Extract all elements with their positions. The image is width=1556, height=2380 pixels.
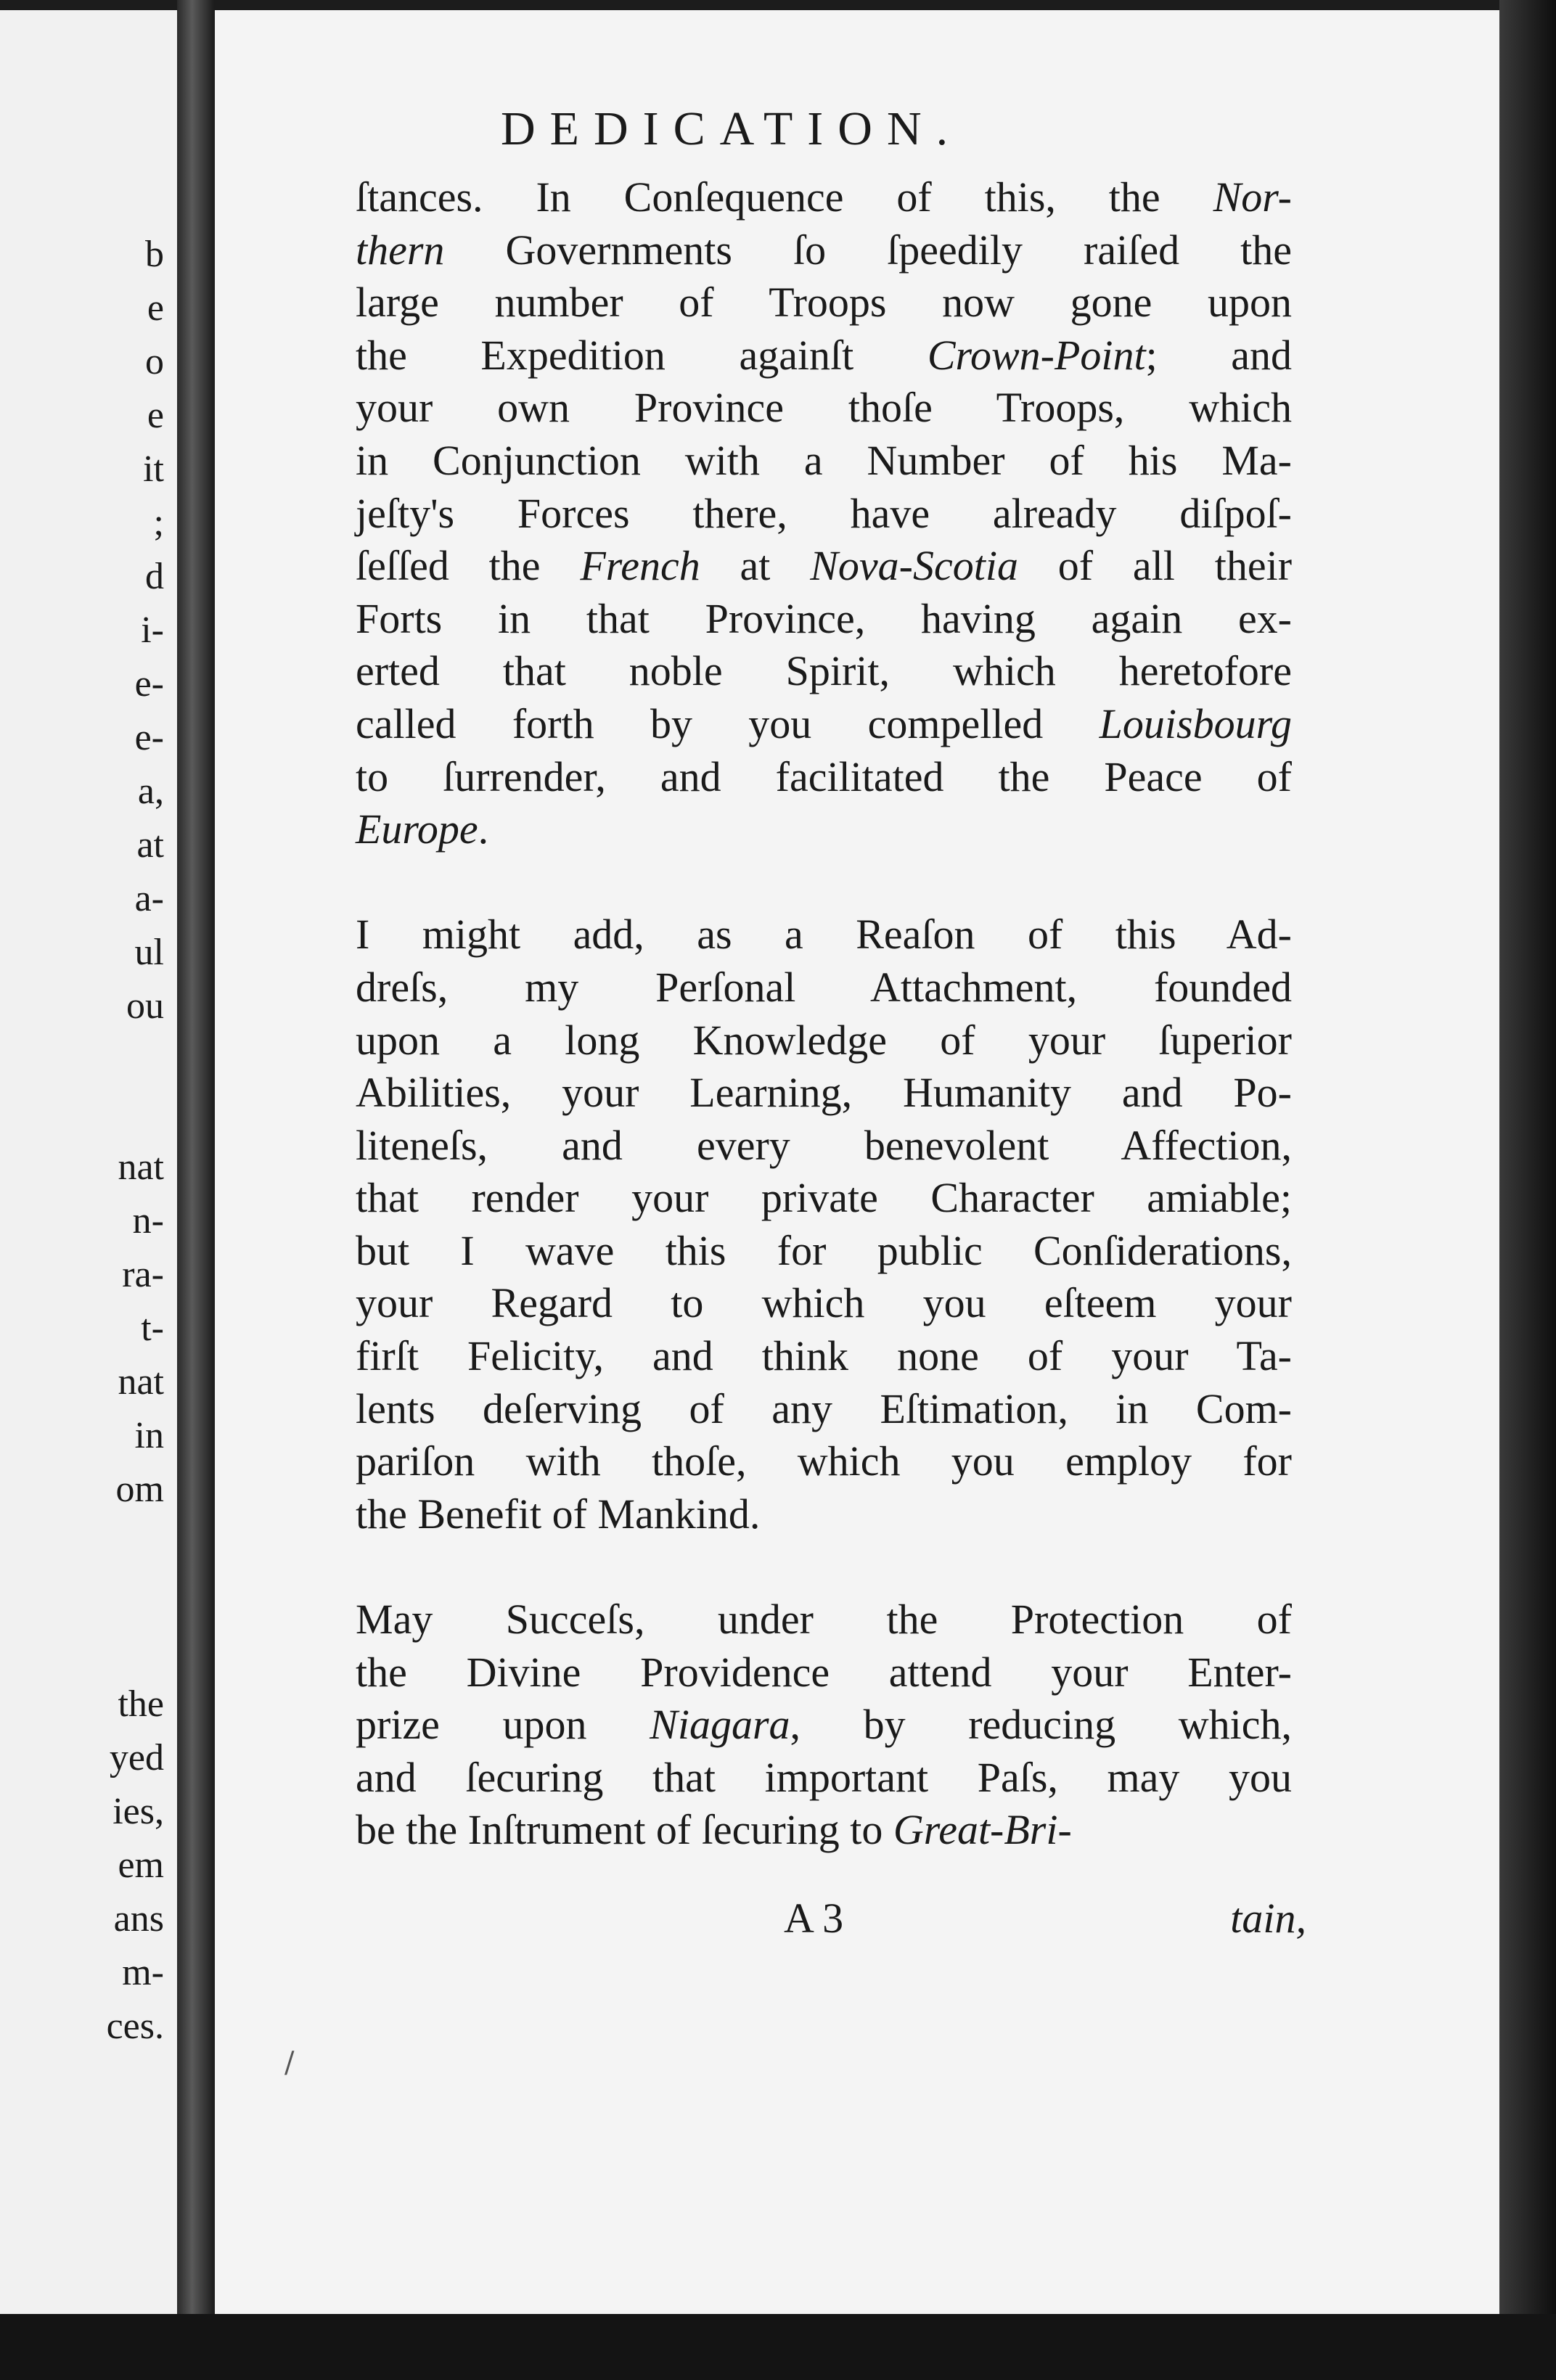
text-line: dreſs, my Perſonal Attachment, founded xyxy=(356,963,1292,1011)
left-fragment: b xyxy=(145,234,164,275)
text-line: in Conjunction with a Number of his Ma- xyxy=(356,436,1292,484)
text-line: firſt Felicity, and think none of your Ta- xyxy=(356,1332,1292,1380)
left-fragment xyxy=(0,1087,164,1141)
text-line: but I wave this for public Conſiderations, xyxy=(356,1226,1292,1274)
text-line: your Regard to which you eſteem your xyxy=(356,1279,1292,1327)
catchword: tain, xyxy=(1230,1895,1306,1942)
left-fragment: at xyxy=(136,824,164,866)
left-fragment: in xyxy=(134,1415,164,1456)
text-line: Europe. xyxy=(356,805,489,853)
text-line: the Expedition againſt Crown-Point; and xyxy=(356,331,1293,379)
left-fragment: e- xyxy=(134,717,164,758)
text-line: Abilities, your Learning, Humanity and Po- xyxy=(356,1069,1292,1117)
text-line: ſeſſed the French at Nova-Scotia of all their xyxy=(356,542,1293,590)
text-line: and ſecuring that important Paſs, may you xyxy=(356,1753,1292,1801)
left-page xyxy=(0,10,177,2314)
left-fragment: ul xyxy=(134,932,164,973)
left-fragment: e xyxy=(147,287,164,329)
left-fragment: the xyxy=(118,1683,164,1725)
bottom-edge-shadow xyxy=(0,2314,1556,2380)
left-fragment: a- xyxy=(134,878,164,919)
pencil-mark: / xyxy=(284,2046,295,2080)
text-line: the Benefit of Mankind. xyxy=(356,1490,761,1538)
text-line: your own Province thoſe Troops, which xyxy=(356,384,1292,432)
left-fragment: nat xyxy=(118,1361,164,1403)
text-line: ſtances. In Conſequence of this, the Nor- xyxy=(356,173,1292,221)
left-fragment: d xyxy=(145,556,164,597)
left-fragment: e- xyxy=(134,663,164,705)
page-edge-shadow xyxy=(1499,0,1556,2380)
left-fragment: nat xyxy=(118,1146,164,1188)
left-fragment: it xyxy=(143,448,164,490)
text-line: liteneſs, and every benevolent Affection, xyxy=(356,1121,1292,1169)
text-line: large number of Troops now gone upon xyxy=(356,279,1292,327)
left-fragment: ; xyxy=(153,502,164,543)
text-line: lents deſerving of any Eſtimation, in Com- xyxy=(356,1384,1292,1432)
text-line: thern Governments ſo ſpeedily raiſed the xyxy=(356,226,1292,274)
left-fragment: ces. xyxy=(106,2006,164,2047)
signature-mark: A 3 xyxy=(784,1895,844,1942)
left-fragment: yed xyxy=(109,1737,164,1778)
left-fragment xyxy=(0,1033,164,1087)
left-fragment: a, xyxy=(137,771,164,812)
text-line: the Divine Providence attend your Enter- xyxy=(356,1648,1292,1696)
left-page-text-fragments xyxy=(0,228,177,2053)
text-line: jeſty's Forces there, have already diſpoſ- xyxy=(356,489,1292,537)
text-line: prize upon Niagara, by reducing which, xyxy=(356,1701,1292,1749)
paragraph-gap xyxy=(356,1540,1292,1593)
left-fragment: ies, xyxy=(112,1791,164,1832)
left-fragment: t- xyxy=(141,1308,164,1349)
text-line: to ſurrender, and facilitated the Peace of xyxy=(356,752,1292,800)
text-line: Forts in that Province, having again ex- xyxy=(356,594,1292,642)
running-head: DEDICATION. xyxy=(501,102,963,155)
text-line: I might add, as a Reaſon of this Ad- xyxy=(356,911,1292,959)
text-line: pariſon with thoſe, which you employ for xyxy=(356,1437,1292,1485)
text-line: be the Inſtrument of ſecuring to Great-Bri- xyxy=(356,1806,1072,1854)
left-fragment: ou xyxy=(126,985,164,1027)
dedication-body-text xyxy=(356,171,1292,1857)
text-line: called forth by you compelled Louisbourg xyxy=(356,699,1292,747)
left-fragment: m- xyxy=(122,1952,164,1993)
text-line: May Succeſs, under the Protection of xyxy=(356,1596,1292,1644)
text-line: that render your private Character amiable; xyxy=(356,1174,1292,1222)
text-line: erted that noble Spirit, which heretofore xyxy=(356,647,1292,695)
left-fragment: n- xyxy=(132,1200,164,1242)
left-fragment: ans xyxy=(113,1898,164,1940)
left-fragment: em xyxy=(118,1844,164,1886)
left-fragment: i- xyxy=(141,610,164,651)
paragraph-gap xyxy=(356,856,1292,909)
left-fragment: e xyxy=(147,395,164,436)
left-fragment xyxy=(0,1624,164,1678)
left-fragment xyxy=(0,1570,164,1624)
book-gutter xyxy=(177,0,215,2380)
left-fragment: om xyxy=(115,1469,164,1510)
text-line: upon a long Knowledge of your ſuperior xyxy=(356,1016,1292,1064)
left-fragment: ra- xyxy=(122,1254,164,1295)
left-fragment xyxy=(0,1517,164,1570)
left-fragment: o xyxy=(145,341,164,382)
